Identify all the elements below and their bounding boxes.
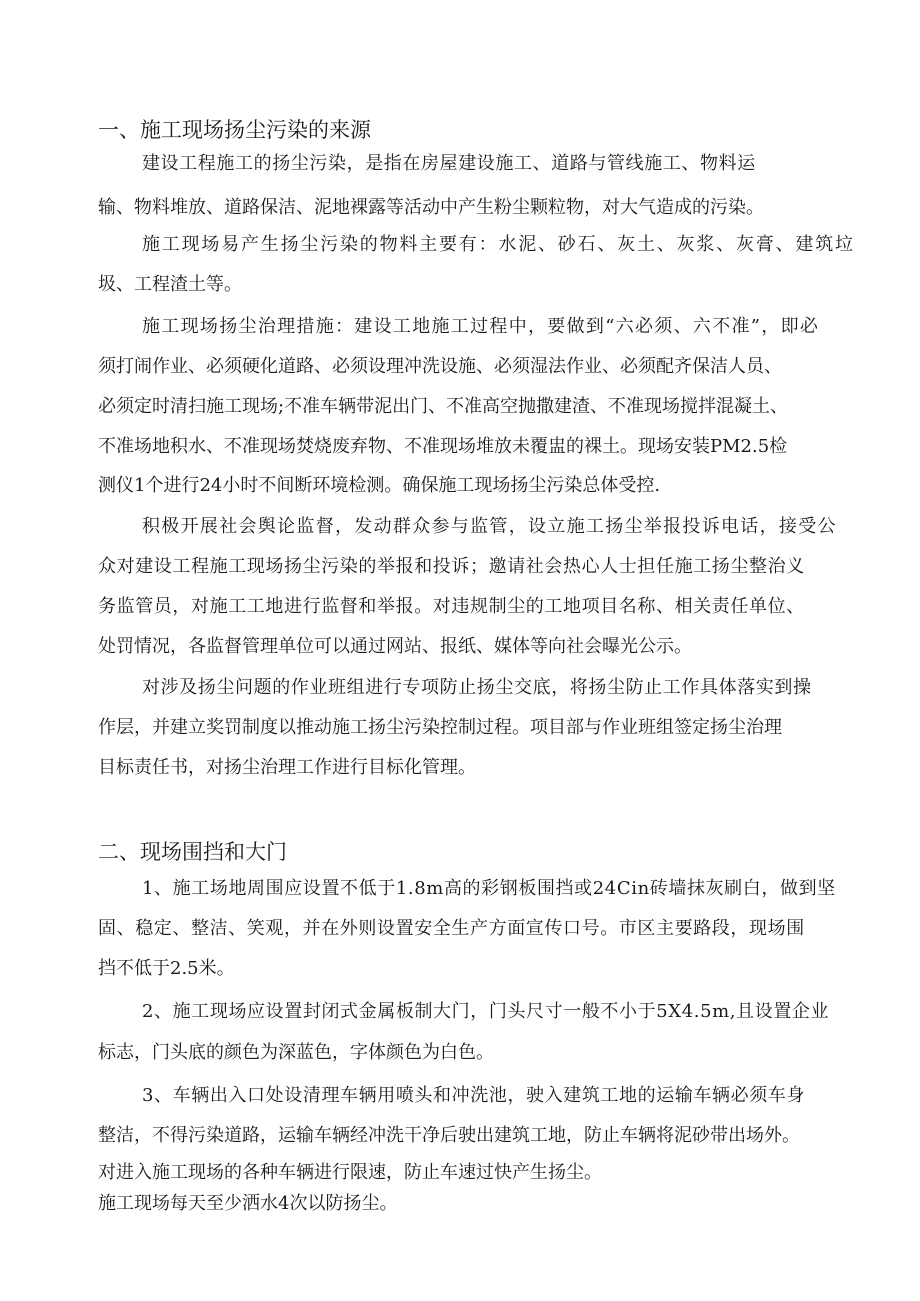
paragraph-line: 3、车辆出入口处设清理车辆用喷头和冲洗池，驶入建筑工地的运输车辆必须车身 [142,1085,806,1106]
paragraph-line: 众对建设工程施工现场扬尘污染的举报和投诉；邀请社会热心人士担任施工扬尘整治义 [98,556,805,577]
paragraph-line: 输、物料堆放、道路保洁、泥地裸露等活动中产生粉尘颗粒物，对大气造成的污染。 [98,197,764,218]
paragraph-line: 积极开展社会舆论监督，发动群众参与监管，设立施工扬尘举报投诉电话，接受公 [142,516,837,537]
paragraph-line: 目标责任书，对扬尘治理工作进行目标化管理。 [98,757,476,778]
section-2-heading: 二、现场围挡和大门 [98,840,287,864]
paragraph-line: 1、施工场地周围应设置不低于1.8m高的彩钢板围挡或24Cin砖墙抹灰刷白，做到坚 [142,878,836,899]
paragraph-line: 整洁，不得污染道路，运输车辆经冲洗干净后驶出建筑工地，防止车辆将泥砂带出场外。 [98,1125,800,1146]
paragraph-line: 须打闹作业、必须硬化道路、必须设理冲洗设施、必须湿法作业、必须配齐保洁人员、 [98,356,782,377]
paragraph-line: 2、施工现场应设置封闭式金属板制大门，门头尺寸一般不小于5X4.5m,且设置企业 [142,1001,830,1022]
paragraph-line: 建设工程施工的扬尘污染，是指在房屋建设施工、道路与管线施工、物料运 [142,153,756,174]
paragraph-line: 固、稳定、整洁、笑观，并在外则设置安全生产方面宣传口号。市区主要路段，现场围 [98,918,805,939]
paragraph-line: 施工现场扬尘治理措施：建设工地施工过程中，要做到“六必须、六不准”，即必 [142,316,820,337]
paragraph-line: 作层，并建立奖罚制度以推动施工扬尘污染控制过程。项目部与作业班组签定扬尘治理 [98,717,782,738]
paragraph-line: 施工现场每天至少洒水4次以防扬尘。 [98,1193,398,1214]
paragraph-line: 不准场地积水、不准现场焚烧废弃物、不准现场堆放未覆盅的裸土。现场安装PM2.5检 [98,436,788,457]
paragraph-line: 测仪1个进行24小时不间断环境检测。确保施工现场扬尘污染总体受控. [98,475,661,496]
paragraph-line: 对进入施工现场的各种车辆进行限速，防止车速过快产生扬尘。 [98,1162,602,1183]
paragraph-line: 标志，门头底的颜色为深蓝色，字体颜色为白色。 [98,1042,494,1063]
paragraph-line: 必须定时清扫施工现场;不准车辆带泥出门、不准高空抛撒建渣、不准现场搅拌混凝土、 [98,396,789,417]
paragraph-line: 务监管员，对施工工地进行监督和举报。对违规制尘的工地项目名称、相关责任单位、 [98,596,805,617]
paragraph-line: 挡不低于2.5米。 [98,958,235,979]
section-1-heading: 一、施工现场扬尘污染的来源 [98,118,371,142]
paragraph-line: 圾、工程渣土等。 [98,274,242,295]
paragraph-line: 施工现场易产生扬尘污染的物料主要有：水泥、砂石、灰土、灰浆、灰膏、建筑垃 [142,234,855,255]
paragraph-line: 处罚情况，各监督管理单位可以通过网站、报纸、媒体等向社会曝光公示。 [98,636,692,657]
paragraph-line: 对涉及扬尘问题的作业班组进行专项防止扬尘交底，将扬尘防止工作具体落实到操 [142,677,812,698]
